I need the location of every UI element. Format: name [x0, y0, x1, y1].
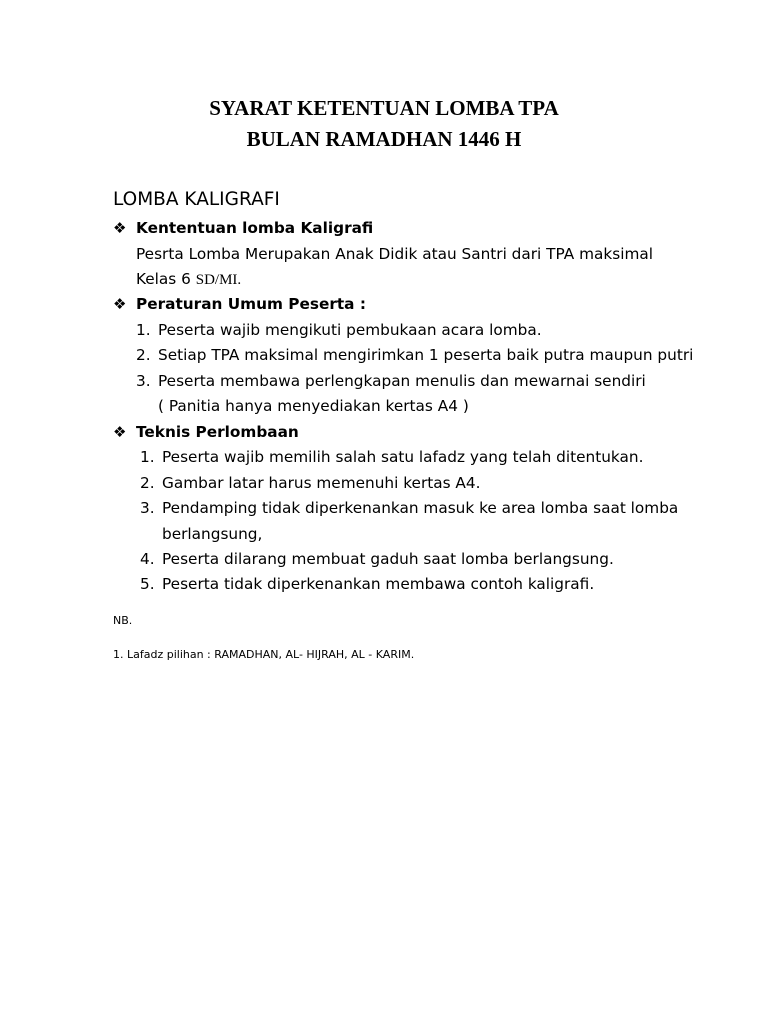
list-item: Peserta wajib mengikuti pembukaan acara lomba.: [158, 321, 542, 339]
notes-line: 1. Lafadz pilihan : RAMADHAN, AL- HIJRAH, AL - KARIM.: [113, 648, 415, 661]
list-item: Pendamping tidak diperkenankan masuk ke area lomba saat lomba: [162, 499, 679, 517]
block-text-line1: Pesrta Lomba Merupakan Anak Didik atau Santri dari TPA maksimal: [136, 245, 653, 263]
list-item: Setiap TPA maksimal mengirimkan 1 peserta baik putra maupun putri: [158, 346, 694, 364]
list-item: Peserta wajib memilih salah satu lafadz yang telah ditentukan.: [162, 448, 644, 466]
diamond-bullet-icon: ❖: [113, 219, 127, 237]
block-heading-kententuan: Kententuan lomba Kaligrafi: [136, 219, 374, 237]
list-number: 2.: [136, 346, 151, 364]
list-item: Peserta tidak diperkenankan membawa contoh kaligrafi.: [162, 575, 595, 593]
list-number: 5.: [140, 575, 155, 593]
list-item-continuation: ( Panitia hanya menyediakan kertas A4 ): [158, 397, 469, 415]
list-number: 3.: [140, 499, 155, 517]
block-text-line2: [136, 268, 241, 291]
diamond-outline-bullet-icon: ❖: [113, 295, 127, 313]
list-item: Peserta dilarang membuat gaduh saat lomba berlangsung.: [162, 550, 614, 568]
block-text-line2-prefix: Kelas 6: [136, 270, 196, 288]
list-item-continuation: berlangsung,: [162, 525, 263, 543]
block-text-line2-serif: SD/MI.: [195, 272, 242, 288]
document-title-line2: BULAN RAMADHAN 1446 H: [246, 127, 522, 151]
section-heading: LOMBA KALIGRAFI: [113, 189, 280, 210]
list-number: 1.: [140, 448, 155, 466]
diamond-outline-bullet-icon: ❖: [113, 423, 127, 441]
list-number: 1.: [136, 321, 151, 339]
block-heading-teknis: Teknis Perlombaan: [136, 423, 299, 441]
document-title-line1: SYARAT KETENTUAN LOMBA TPA: [209, 96, 559, 120]
block-heading-peraturan: Peraturan Umum Peserta :: [136, 295, 366, 313]
list-number: 2.: [140, 474, 155, 492]
list-item: Gambar latar harus memenuhi kertas A4.: [162, 474, 481, 492]
list-item: Peserta membawa perlengkapan menulis dan mewarnai sendiri: [158, 372, 646, 390]
notes-label: NB.: [113, 614, 133, 627]
list-number: 4.: [140, 550, 155, 568]
list-number: 3.: [136, 372, 151, 390]
